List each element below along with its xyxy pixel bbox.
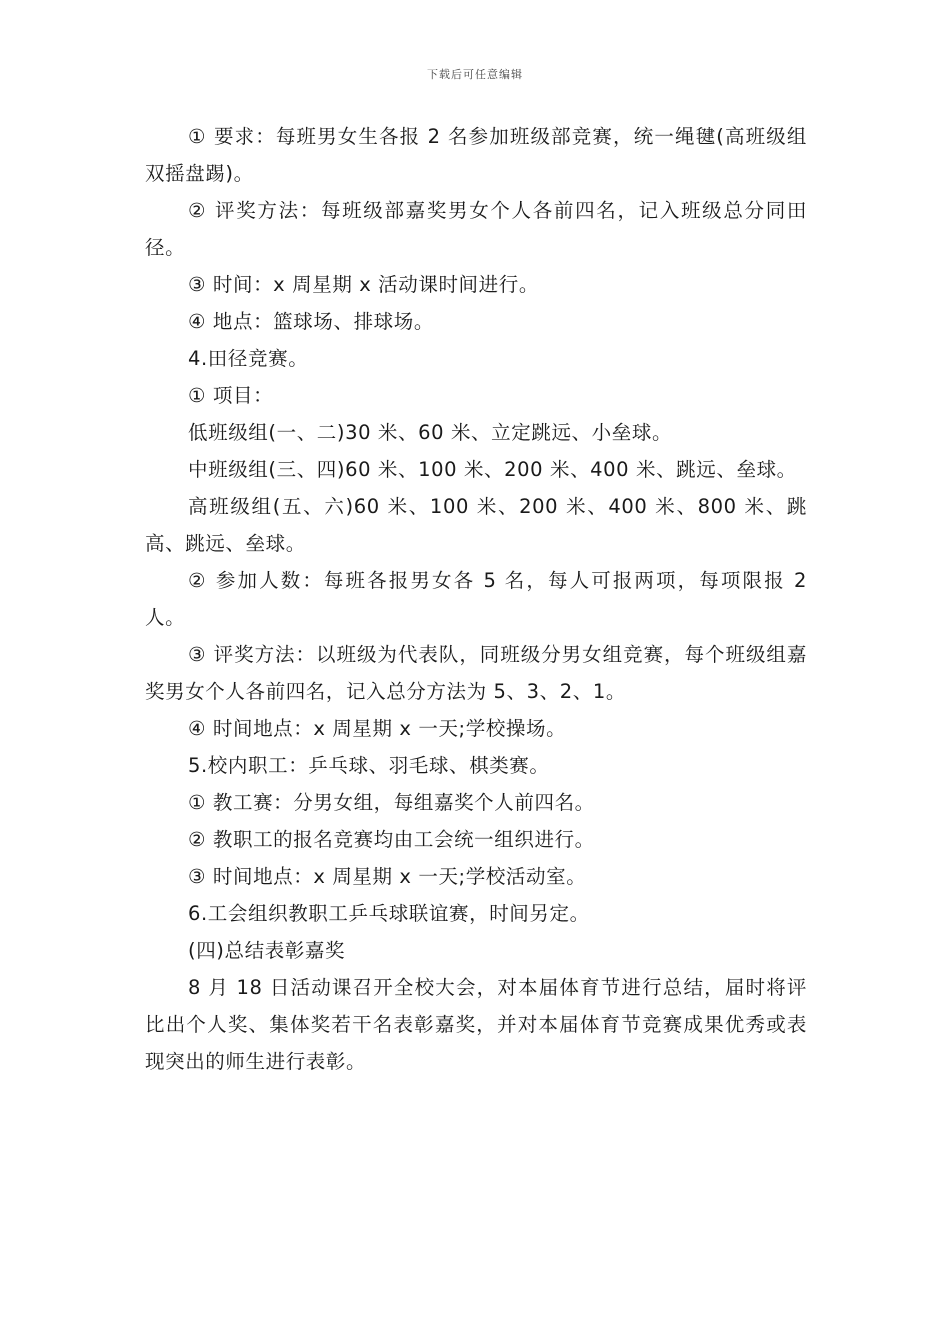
paragraph-staff-registration: ② 教职工的报名竞赛均由工会统一组织进行。: [188, 828, 595, 851]
paragraph-participants: ② 参加人数：每班各报男女各 5 名，每人可报两项，每项限报 2 人。: [145, 569, 807, 629]
paragraph-staff-time-location: ③ 时间地点：x 周星期 x 一天;学校活动室。: [188, 865, 587, 888]
paragraph-low-grade-events: 低班级组(一、二)30 米、60 米、立定跳远、小垒球。: [188, 421, 673, 444]
paragraph-rope-award-method: ② 评奖方法：每班级部嘉奖男女个人各前四名，记入班级总分同田径。: [145, 199, 807, 259]
paragraph-events-label: ① 项目：: [188, 384, 274, 407]
paragraph-summary-meeting: 8 月 18 日活动课召开全校大会，对本届体育节进行总结，届时将评比出个人奖、集体奖若干名表彰嘉奖，并对本届体育节竞赛成果优秀或表现突出的师生进行表彰。: [145, 976, 807, 1073]
paragraph-track-time-location: ④ 时间地点：x 周星期 x 一天;学校操场。: [188, 717, 567, 740]
paragraph-track-award-method: ③ 评奖方法：以班级为代表队，同班级分男女组竞赛，每个班级组嘉奖男女个人各前四名，记入总分方法为 5、3、2、1。: [145, 643, 807, 703]
paragraph-high-grade-events: 高班级组(五、六)60 米、100 米、200 米、400 米、800 米、跳高、跳远、垒球。: [145, 495, 807, 555]
paragraph-mid-grade-events: 中班级组(三、四)60 米、100 米、200 米、400 米、跳远、垒球。: [188, 458, 797, 481]
paragraph-rope-time: ③ 时间：x 周星期 x 活动课时间进行。: [188, 273, 539, 296]
section-heading-staff: 5.校内职工：乒乓球、羽毛球、棋类赛。: [188, 754, 550, 777]
paragraph-staff-competition: ① 教工赛：分男女组，每组嘉奖个人前四名。: [188, 791, 595, 814]
paragraph-rope-requirement: ① 要求：每班男女生各报 2 名参加班级部竞赛，统一绳毽(高班级组双摇盘踢)。: [145, 125, 807, 185]
paragraph-rope-location: ④ 地点：篮球场、排球场。: [188, 310, 434, 333]
document-body: [145, 118, 807, 1080]
section-heading-track-field: 4.田径竞赛。: [188, 347, 309, 370]
section-heading-union-pingpong: 6.工会组织教职工乒乓球联谊赛，时间另定。: [188, 902, 590, 925]
page-header: 下载后可任意编辑: [427, 68, 523, 81]
section-heading-summary-awards: (四)总结表彰嘉奖: [188, 939, 346, 962]
